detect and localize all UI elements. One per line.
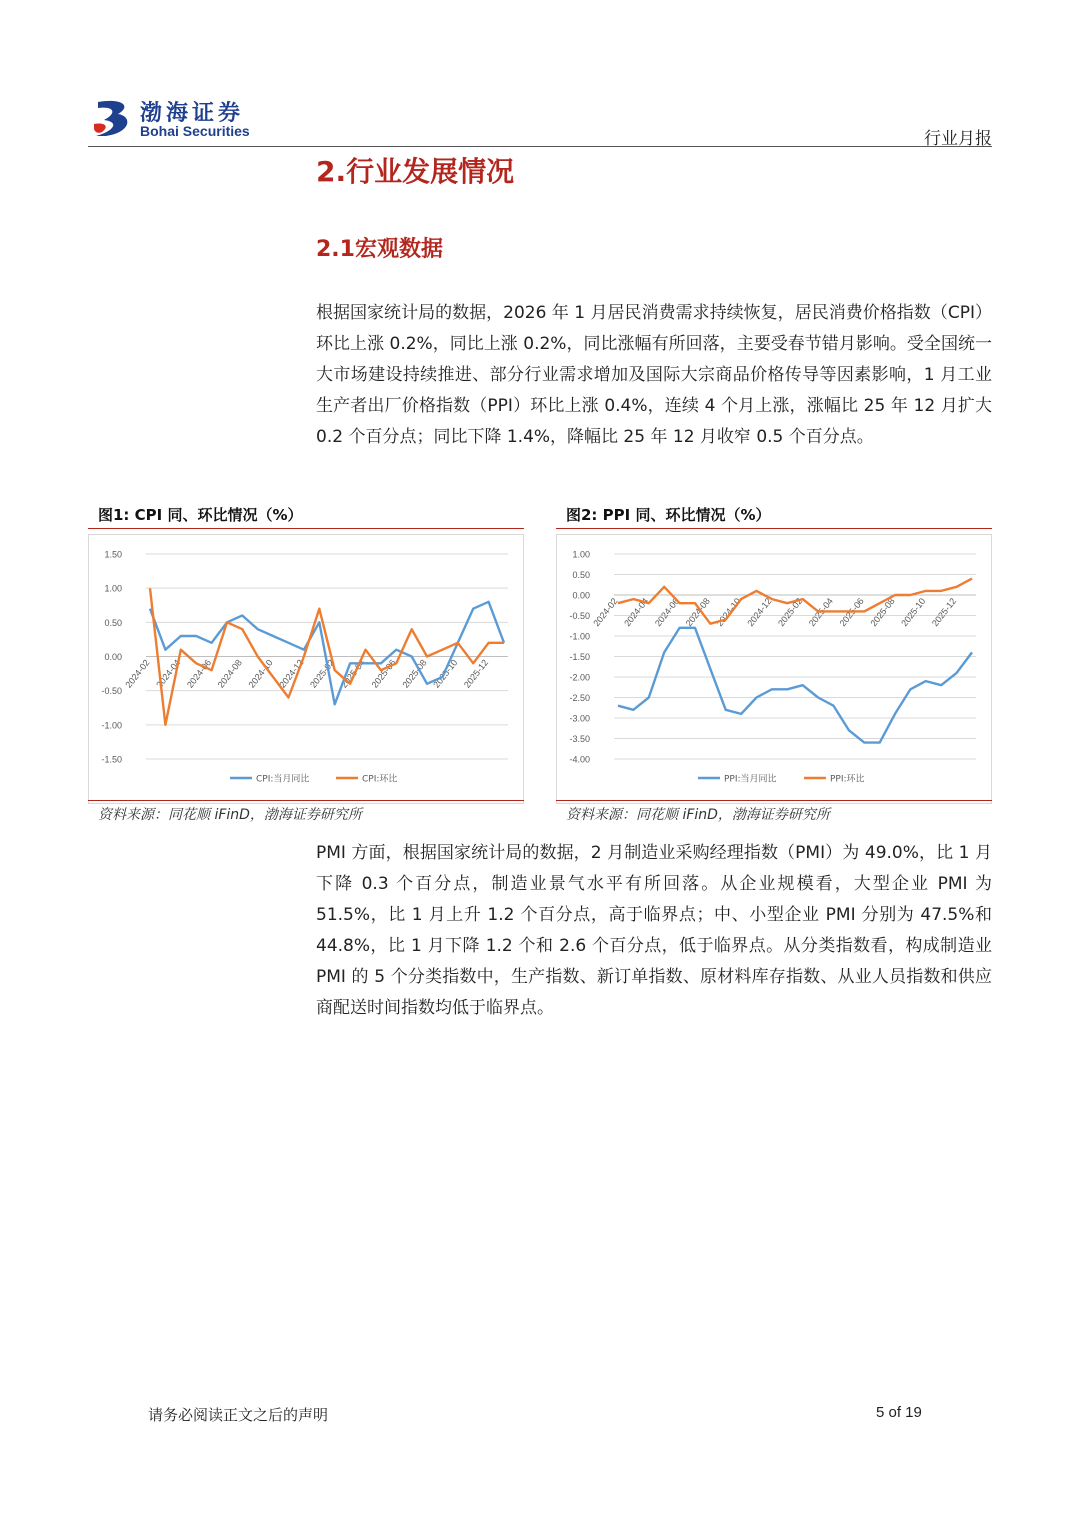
footer-disclaimer: 请务必阅读正文之后的声明 [148, 1406, 329, 1424]
y-tick-label: -1.00 [569, 631, 590, 642]
x-tick-label: 2025-08 [868, 596, 897, 629]
report-type: 行业月报 [924, 129, 992, 149]
y-tick-label: -3.00 [569, 713, 590, 724]
x-tick-label: 2025-10 [431, 657, 460, 690]
y-tick-label: 0.50 [104, 617, 122, 628]
series-line [618, 628, 972, 743]
y-tick-label: 1.00 [572, 549, 590, 560]
x-tick-label: 2024-10 [714, 596, 743, 629]
x-tick-label: 2025-02 [308, 657, 337, 690]
y-tick-label: -2.00 [569, 672, 590, 683]
x-tick-label: 2024-04 [154, 657, 183, 690]
y-tick-label: -1.50 [101, 754, 122, 765]
x-tick-label: 2024-02 [123, 657, 152, 690]
figure-source: 资料来源：同花顺 iFinD，渤海证券研究所 [566, 807, 830, 823]
bohai-logo [92, 96, 292, 142]
header-divider [88, 146, 992, 147]
figure-top-rule [556, 528, 992, 529]
legend-label: CPI:当月同比 [256, 774, 310, 785]
x-tick-label: 2024-04 [622, 596, 651, 629]
x-tick-label: 2025-08 [400, 657, 429, 690]
x-tick-label: 2025-12 [929, 596, 959, 629]
x-tick-label: 2025-10 [899, 596, 928, 629]
legend-label: CPI:环比 [362, 774, 398, 785]
x-tick-label: 2024-12 [277, 657, 306, 690]
x-tick-label: 2025-04 [338, 657, 368, 690]
figure-title: 图1: CPI 同、环比情况（%） [98, 506, 303, 524]
y-tick-label: -0.50 [101, 686, 122, 697]
y-tick-label: -4.00 [569, 754, 590, 765]
figure-bottom-rule [556, 800, 992, 801]
figure-cpi [88, 504, 524, 823]
figure-source: 资料来源：同花顺 iFinD，渤海证券研究所 [98, 807, 362, 823]
x-tick-label: 2025-06 [837, 596, 866, 629]
series-line [150, 602, 504, 705]
cpi-chart [88, 534, 524, 800]
y-tick-label: -1.50 [569, 652, 590, 662]
y-tick-label: -0.50 [569, 611, 590, 621]
x-tick-label: 2024-12 [745, 596, 774, 629]
y-tick-label: 0.00 [104, 652, 122, 662]
x-tick-label: 2025-12 [461, 657, 491, 690]
x-tick-label: 2024-08 [683, 596, 712, 629]
subsection-title: 2.1宏观数据 [316, 237, 443, 262]
x-tick-label: 2025-04 [806, 596, 836, 629]
x-tick-label: 2024-08 [215, 657, 244, 690]
figure-top-rule [88, 528, 524, 529]
legend-label: PPI:环比 [830, 774, 865, 785]
ppi-chart [556, 534, 992, 800]
bohai-logo-icon [92, 98, 136, 138]
x-tick-label: 2025-02 [776, 596, 805, 629]
paragraph-pmi: PMI 方面，根据国家统计局的数据，2 月制造业采购经理指数（PMI）为 49.0%，比 1 月下降 0.3 个百分点，制造业景气水平有所回落。从企业规模看，大型企业 PMI 为 51.5%，比 1 月上升 1.2 个百分点，高于临界点；中、小型企业 PMI 分别为 47.5%和 44.8%，比 1 月下降 1.2 个和 2.6 个百分点，低于临界点。从分类指数看，构成制造业 PMI 的 5 个分类指数中，生产指数、新订单指数、原材料库存指数、从业人员指数和供应商配送时间指数均低于临界点。 [316, 843, 992, 1018]
y-tick-label: 0.00 [572, 590, 590, 601]
paragraph-cpi-ppi: 根据国家统计局的数据，2026 年 1 月居民消费需求持续恢复，居民消费价格指数（CPI）环比上涨 0.2%，同比上涨 0.2%，同比涨幅有所回落，主要受春节错月影响。受全国统一大市场建设持续推进、部分行业需求增加及国际大宗商品价格传导等因素影响，1 月工业生产者出厂价格指数（PPI）环比上涨 0.4%，连续 4 个月上涨，涨幅比 25 年 12 月扩大 0.2 个百分点；同比下降 1.4%，降幅比 25 年 12 月收窄 0.5 个百分点。 [316, 303, 992, 447]
figure-bottom-rule [88, 800, 524, 801]
section-title: 2.行业发展情况 [316, 155, 515, 188]
page-number: 5 of 19 [876, 1404, 922, 1421]
x-tick-label: 2025-06 [369, 657, 398, 690]
x-tick-label: 2024-06 [652, 596, 682, 629]
y-tick-label: -2.50 [569, 693, 590, 703]
y-tick-label: -3.50 [569, 734, 590, 744]
y-tick-label: -1.00 [101, 720, 122, 731]
x-tick-label: 2024-06 [184, 657, 214, 690]
y-tick-label: 1.00 [104, 583, 122, 594]
figure-title: 图2: PPI 同、环比情况（%） [566, 506, 771, 524]
y-tick-label: 1.50 [104, 549, 122, 560]
brand-name-en: Bohai Securities [140, 123, 250, 139]
x-tick-label: 2024-10 [246, 657, 275, 690]
y-tick-label: 0.50 [572, 570, 590, 580]
legend-label: PPI:当月同比 [724, 774, 777, 785]
x-tick-label: 2024-02 [591, 596, 620, 629]
brand-name-cn: 渤海证券 [140, 101, 245, 126]
figure-ppi [556, 504, 992, 823]
